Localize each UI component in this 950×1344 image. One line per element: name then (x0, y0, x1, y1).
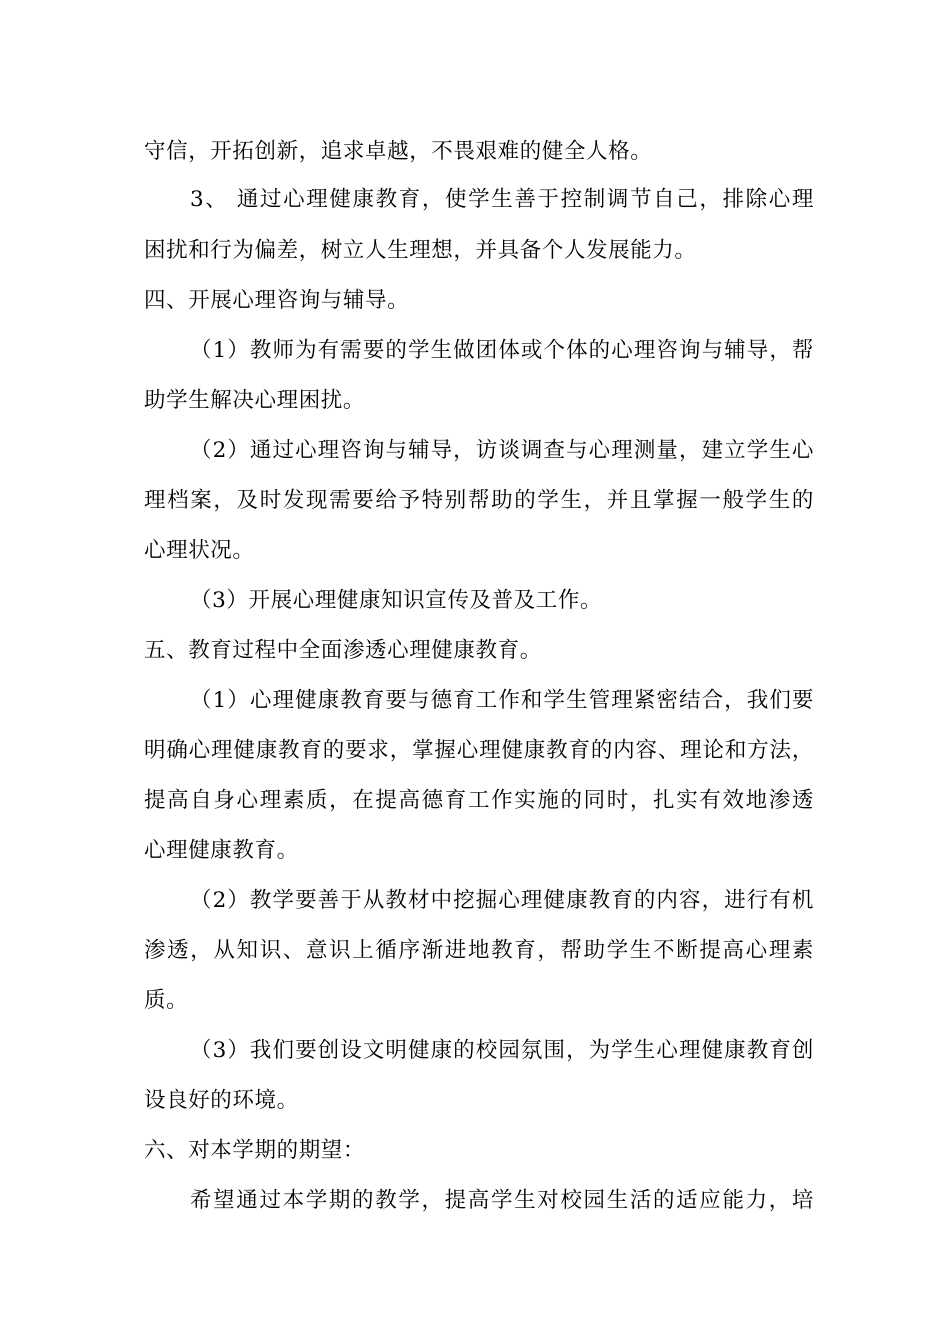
paragraph-line-14: 提高自身心理素质，在提高德育工作实施的同时，扎实有效地渗透 (144, 788, 814, 813)
paragraph-line-16: （2）教学要善于从教材中挖掘心理健康教育的内容，进行有机 (190, 888, 814, 913)
paragraph-line-1: 守信，开拓创新，追求卓越，不畏艰难的健全人格。 (144, 139, 653, 164)
section-heading-4: 四、开展心理咨询与辅导。 (144, 288, 410, 313)
paragraph-line-10: （3）开展心理健康知识宣传及普及工作。 (190, 588, 603, 613)
paragraph-line-13: 明确心理健康教育的要求，掌握心理健康教育的内容、理论和方法， (144, 738, 814, 763)
section-heading-6: 六、对本学期的期望： (144, 1138, 366, 1163)
paragraph-line-6: 助学生解决心理困扰。 (144, 388, 366, 413)
paragraph-line-15: 心理健康教育。 (144, 838, 299, 863)
paragraph-line-22: 希望通过本学期的教学，提高学生对校园生活的适应能力，培 (190, 1188, 814, 1213)
paragraph-line-18: 质。 (144, 988, 189, 1013)
paragraph-line-5: （1）教师为有需要的学生做团体或个体的心理咨询与辅导，帮 (190, 338, 814, 363)
paragraph-line-12: （1）心理健康教育要与德育工作和学生管理紧密结合，我们要 (190, 688, 814, 713)
paragraph-line-20: 设良好的环境。 (144, 1088, 299, 1113)
paragraph-line-7: （2）通过心理咨询与辅导，访谈调查与心理测量，建立学生心 (190, 438, 814, 463)
paragraph-line-3: 困扰和行为偏差，树立人生理想，并具备个人发展能力。 (144, 238, 697, 263)
paragraph-line-9: 心理状况。 (144, 538, 255, 563)
paragraph-line-2: 3、 通过心理健康教育，使学生善于控制调节自己，排除心理 (190, 187, 814, 212)
paragraph-line-19: （3）我们要创设文明健康的校园氛围，为学生心理健康教育创 (190, 1038, 814, 1063)
section-heading-5: 五、教育过程中全面渗透心理健康教育。 (144, 638, 542, 663)
paragraph-line-8: 理档案，及时发现需要给予特别帮助的学生，并且掌握一般学生的 (144, 488, 814, 513)
paragraph-line-17: 渗透，从知识、意识上循序渐进地教育，帮助学生不断提高心理素 (144, 938, 814, 963)
